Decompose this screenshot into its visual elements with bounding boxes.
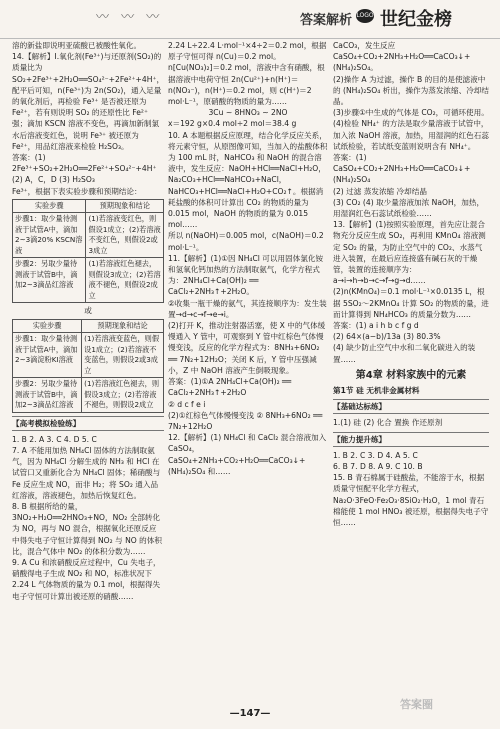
brand-logo: 世纪金榜 bbox=[380, 9, 452, 30]
watermark-logo: 答案圈 bbox=[400, 698, 433, 711]
table-cell: (1)若溶液红色褪去，则假设3成立；(2)若溶液不褪色，则假设2成立 bbox=[86, 258, 164, 303]
question-12: 12.【解析】(1) NH₄Cl 和 CaCl₂ 混合溶液加入 CaSO₄，CaSO₄+2NH₃+CO₂+H₂O══CaCO₃↓+(NH₄)₂SO₄ 和…… bbox=[168, 433, 327, 476]
answer-line: 1. B 2. C 3. D 4. A 5. C bbox=[333, 450, 418, 460]
question-8: 8. B 根据所给的量，3NO₂+H₂O══2HNO₃+NO，NO₂ 全部转化为 NO，再与 NO 混合，根据氧化还原反应中得失电子守恒计算得到 NO₂ 与 NO 的体积比，混合气体中 NO₂ 的体积分数为…… bbox=[12, 501, 162, 556]
answer-line: ② d c f e i bbox=[168, 399, 206, 409]
paragraph: 2.24 L÷22.4 L·mol⁻¹×4÷2＝0.2 mol，根据原子守恒可得 n(Cu)＝0.2 mol。 bbox=[168, 41, 327, 62]
paragraph: (2)n(KMnO₄)＝0.1 mol·L⁻¹×0.0135 L，根据 5SO₂～2KMnO₄ 计算 SO₂ 的物质的量，进而计算得到 NH₄HCO₃ 的质量分数为…… bbox=[333, 287, 489, 319]
answer-line: 答案：(1) CaSO₄+CO₂+2NH₃+H₂O══CaCO₃↓+(NH₄)₂SO₄ bbox=[333, 153, 471, 185]
answer-line: 答案：(1)①A 2NH₄Cl+Ca(OH)₂ ══ CaCl₂+2NH₃↑+2H₂O bbox=[168, 377, 292, 398]
table-cell: (1)若溶液变红色，则假设1成立；(2)若溶液不变红色，则假设2或3成立 bbox=[86, 213, 164, 258]
table-row bbox=[13, 333, 164, 378]
answer-line: 1. B 2. A 3. C 4. D 5. C bbox=[12, 434, 97, 444]
answer-line: (2) 64×(a−b)/13a (3) 80.3% bbox=[333, 332, 441, 342]
experiment-table-1 bbox=[12, 199, 164, 304]
paragraph: 所以 n(NaOH)＝0.005 mol，c(NaOH)＝0.2 mol·L⁻¹。 bbox=[168, 231, 324, 252]
section-title: 【高考模拟检验练】 bbox=[12, 416, 164, 431]
answer-line: (2) A，C，D (3) H₂SO₃ bbox=[12, 175, 95, 185]
answer-key-label: 答案解析 bbox=[300, 13, 353, 28]
brand-badge-icon: LOGO bbox=[356, 9, 374, 23]
answer-line: (3) CO₂ (4) 取少量溶液加浓 NaOH，加热，用湿润红色石蕊试纸检验…… bbox=[333, 197, 485, 219]
birds-decoration-icon: 〰 〰 〰 bbox=[96, 10, 164, 25]
or-separator: 或 bbox=[84, 306, 92, 316]
answer-line: 答案：(1) a i h b c f g d bbox=[333, 321, 419, 331]
paragraph: (4) 缺少防止空气中水和二氧化碳进入的装置…… bbox=[333, 343, 476, 364]
paragraph: n[Cu(NO₃)₂]＝0.2 mol，溶液中含有硝酸，根据溶液中电荷守恒 2n(Cu²⁺)+n(H⁺)＝n(NO₃⁻)，n(H⁺)＝0.2 mol，则 c(H⁺)＝2 mol·L⁻¹，原硝酸的物质的量为…… bbox=[168, 63, 325, 107]
question-10: 10. A 本题根据反应原理，结合化学反应关系，将元素守恒，从原图像可知，当加入的盐酸体积为 100 mL 时，NaHCO₃ 和 NaOH 的混合溶液中，发生反应：NaOH+HCl══NaCl+H₂O，Na₂CO₃+HCl══NaHCO₃+NaCl，NaHCO₃+HCl══NaCl+H₂O+CO₂↑。根据消耗盐酸的体积可计算出 CO₂ 的物质的量为 0.015 mol，NaOH 的物质的量为 0.015 mol…… bbox=[168, 130, 328, 230]
paragraph: ②收集一瓶干燥的氨气，其连接顺序为：发生装置→d→c→f→e→i。 bbox=[168, 298, 327, 319]
question-7: 7. A 不能用加热 NH₄Cl 固体的方法制取氨气，因为 NH₄Cl 分解生成的 NH₃ 和 HCl 在试管口又重新化合为 NH₄Cl 固体；稀硝酸与 Fe 反应生成 NO，而非 H₂；将 SO₂ 通入品红溶液，溶液褪色，加热后恢复红色。 bbox=[12, 445, 161, 500]
paragraph: 溶的新盐即说明亚硫酸已被酸性氧化。 bbox=[12, 41, 142, 50]
answer-line: 1.(1) 硅 (2) 化合 置换 作还原剂 bbox=[333, 418, 443, 428]
question-15: 15. B 青石棉属于硅酸盐，不能溶于水，根据质量守恒配平化学方程式，Na₂O·3FeO·Fe₂O₃·8SiO₂·H₂O，1 mol 青石棉能使 1 mol HNO₃ 被还原，根据得失电子守恒…… bbox=[333, 473, 489, 527]
answer-line: (2) 过滤 蒸发浓缩 冷却结晶 bbox=[333, 186, 427, 196]
equation: x＝192 g×0.4 mol÷2 mol＝38.4 g bbox=[168, 119, 297, 129]
table-cell: 步骤1：取少量待测液于试管A中，滴加2~3滴淀粉KI溶液 bbox=[13, 333, 82, 378]
page-number: —147— bbox=[229, 708, 271, 719]
question-14: 14.【解析】Ⅰ.氧化剂(Fe³⁺)与还原剂(SO₂)的质量比为 SO₂+2Fe³⁺+2H₂O══SO₄²⁻+2Fe²⁺+4H⁺，配平后可知，n(Fe³⁺)为 2n(SO₂)，通入足量的氧化剂后，再检验 Fe³⁺ 是否被还原为 Fe²⁺，若有则说明 SO₂ 的还原性比 Fe²⁺ 强；滴加 KSCN 溶液不变色，再滴加新制氯水后溶液变红色，说明 Fe³⁺ 被还原为 Fe²⁺，用品红溶液来检验 H₂SO₃。 bbox=[12, 52, 164, 151]
paragraph: Fe³⁺，根据下表实验步骤和预期结论： bbox=[12, 186, 142, 196]
question-13: 13.【解析】(1)按照实验原理，首先应让混合物充分反应生成 SO₂，再利用 KMnO₄ 溶液测定 SO₂ 的量，为防止空气中的 CO₂、水蒸气进入装置，在最后应连接盛有碱石灰的干燥管，装置的连接顺序为：a→i→h→b→c→f→g→d…… bbox=[333, 220, 486, 286]
table-cell: 步骤2：另取少量待测液于试管B中，滴加2~3滴品红溶液 bbox=[13, 258, 86, 303]
answer-line: 6. B 7. D 8. A 9. C 10. B bbox=[333, 461, 423, 471]
paragraph: (4)检验 NH₄⁺ 的方法是取少量溶液于试管中，加入浓 NaOH 溶液，加热，用湿润的红色石蕊试纸检验，若试纸变蓝则说明含有 NH₄⁺。 bbox=[333, 119, 489, 151]
question-11: 11.【解析】(1)①因 NH₄Cl 可以用固体氯化铵和氢氧化钙加热的方法制取氨气，化学方程式为：2NH₄Cl+Ca(OH)₂ ══ CaCl₂+2NH₃↑+2H₂O。 bbox=[168, 253, 324, 297]
table-row bbox=[13, 258, 164, 303]
paragraph: (2)操作 A 为过滤，操作 B 的目的是使滤液中的 (NH₄)₂SO₄ 析出，操作为蒸发浓缩、冷却结晶。 bbox=[333, 74, 489, 107]
column-middle bbox=[168, 40, 328, 702]
table-row bbox=[13, 213, 164, 258]
table-header: 实验步骤 bbox=[13, 199, 86, 213]
table-cell: 步骤1：取少量待测液于试管A中，滴加2~3滴20% KSCN溶液 bbox=[13, 213, 86, 258]
table-header: 实验步骤 bbox=[13, 319, 82, 333]
paragraph: (2)打开 K，推动注射器活塞，使 X 中的气体缓慢通入 Y 管中，可观察到 Y 管中红棕色气体慢慢变浅，反应的化学方程式为：8NH₃+6NO₂ ══ 7N₂+12H₂O；关闭 K 后，Y 管中压强减小，Z 中 NaOH 溶液产生倒吸现象。 bbox=[168, 321, 326, 375]
equation: 3Cu ~ 8HNO₃ ~ 2NO bbox=[208, 108, 288, 118]
question-9: 9. A Cu 和浓硝酸反应过程中，Cu 失电子，硝酸得电子生成 NO₂ 和 NO，标准状况下 2.24 L 气体物质的量为 0.1 mol，根据得失电子守恒可计算出被还原的硝酸…… bbox=[12, 557, 161, 601]
experiment-table-2 bbox=[12, 319, 164, 413]
table-cell: (1)若溶液变蓝色，则假设1成立；(2)若溶液不变蓝色，则假设2或3成立 bbox=[82, 333, 164, 378]
table-header: 预期现象和结论 bbox=[86, 199, 164, 213]
table-cell: 步骤2：另取少量待测液于试管B中，滴加2~3滴品红溶液 bbox=[13, 378, 82, 413]
answer-line: (2)①红棕色气体慢慢变浅 ② 8NH₃+6NO₂ ══ 7N₂+12H₂O bbox=[168, 410, 323, 431]
chapter-title: 第4章 材料家族中的元素 bbox=[355, 369, 467, 381]
subsection-title: 第1节 硅 无机非金属材料 bbox=[333, 385, 420, 395]
page-header bbox=[0, 0, 500, 39]
column-right bbox=[333, 40, 489, 702]
answer-line: 答案：(1) 2Fe³⁺+SO₂+2H₂O══2Fe²⁺+SO₄²⁻+4H⁺ bbox=[12, 153, 157, 174]
table-row bbox=[13, 378, 164, 413]
paragraph: (3)步骤①中生成的气体是 CO₂，可循环使用。 bbox=[333, 108, 489, 118]
column-left bbox=[12, 40, 164, 702]
section-title: 【能力提升练】 bbox=[333, 432, 489, 447]
paragraph: CaCO₃，发生反应 CaSO₄+CO₂+2NH₃+H₂O══CaCO₃↓+(NH₄)₂SO₄。 bbox=[333, 41, 471, 73]
table-cell: (1)若溶液红色褪去，则假设3成立；(2)若溶液不褪色，则假设2成立 bbox=[82, 378, 164, 413]
table-header: 预期现象和结论 bbox=[82, 319, 164, 333]
section-title: 【基础达标练】 bbox=[333, 399, 489, 414]
